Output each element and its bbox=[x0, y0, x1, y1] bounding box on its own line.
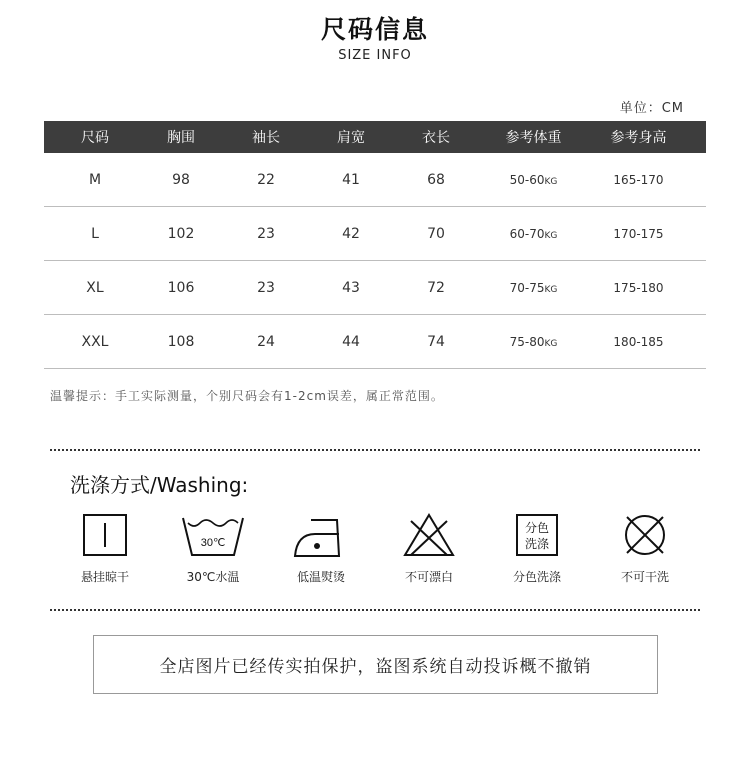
cell-length: 74 bbox=[427, 333, 445, 350]
cell-length: 70 bbox=[427, 225, 445, 242]
cell-chest: 102 bbox=[167, 225, 195, 242]
dotted-divider bbox=[50, 609, 700, 611]
weight-value: 60-70 bbox=[509, 226, 545, 241]
header-chest: 胸围 bbox=[167, 130, 195, 146]
cell-sleeve: 24 bbox=[257, 333, 275, 350]
cell-shoulder: 41 bbox=[342, 171, 360, 188]
cell-height: 175-180 bbox=[613, 280, 664, 295]
header-length: 衣长 bbox=[422, 130, 450, 146]
care-label: 悬挂晾干 bbox=[80, 570, 129, 584]
header-sleeve: 袖长 bbox=[252, 130, 280, 146]
care-item bbox=[600, 512, 690, 585]
cell-size: M bbox=[88, 171, 102, 188]
page-title: 尺码信息 bbox=[320, 15, 429, 44]
cell-size: XXL bbox=[81, 333, 109, 350]
care-label: 不可漂白 bbox=[404, 570, 453, 584]
cell-height: 170-175 bbox=[613, 226, 664, 241]
cell-length: 72 bbox=[427, 279, 445, 296]
header-weight: 参考体重 bbox=[505, 130, 562, 146]
header-size: 尺码 bbox=[81, 130, 109, 146]
table-row bbox=[44, 315, 706, 369]
care-label: 不可干洗 bbox=[620, 570, 669, 584]
care-item bbox=[60, 512, 150, 585]
wash-30-icon bbox=[180, 512, 246, 558]
size-table bbox=[44, 121, 706, 369]
cell-chest: 106 bbox=[167, 279, 195, 296]
care-label: 30℃水温 bbox=[186, 570, 240, 584]
cell-shoulder: 43 bbox=[342, 279, 360, 296]
cell-height: 165-170 bbox=[613, 172, 664, 187]
no-dry-clean-icon bbox=[621, 512, 669, 558]
care-item bbox=[276, 512, 366, 585]
wash-temperature: 30℃ bbox=[200, 537, 226, 549]
care-item bbox=[384, 512, 474, 585]
weight-value: 75-80 bbox=[509, 334, 545, 349]
measurement-tip: 温馨提示：手工实际测量，个别尺码会有1-2cm误差，属正常范围。 bbox=[50, 389, 444, 403]
care-label: 低温熨烫 bbox=[296, 570, 345, 584]
table-row bbox=[44, 207, 706, 261]
weight-value: 50-60 bbox=[509, 172, 545, 187]
cell-weight bbox=[486, 281, 581, 295]
care-item bbox=[492, 512, 582, 585]
cell-size: L bbox=[91, 225, 99, 242]
weight-unit: KG bbox=[544, 338, 558, 349]
table-row bbox=[44, 153, 706, 207]
table-row bbox=[44, 261, 706, 315]
washing-heading: 洗涤方式/Washing: bbox=[70, 473, 249, 497]
cell-chest: 98 bbox=[172, 171, 190, 188]
weight-value: 70-75 bbox=[509, 280, 545, 295]
copyright-notice: 全店图片已经传实拍保护，盗图系统自动投诉概不撤销 bbox=[93, 635, 658, 694]
weight-unit: KG bbox=[544, 230, 558, 241]
icon-text-2: 洗涤 bbox=[524, 537, 550, 551]
table-header bbox=[44, 121, 706, 153]
cell-sleeve: 22 bbox=[257, 171, 275, 188]
weight-unit: KG bbox=[544, 284, 558, 295]
icon-text-1: 分色 bbox=[524, 521, 550, 535]
hang-dry-icon bbox=[81, 512, 129, 558]
header-shoulder: 肩宽 bbox=[337, 130, 365, 146]
cell-height: 180-185 bbox=[613, 334, 664, 349]
cell-sleeve: 23 bbox=[257, 225, 275, 242]
weight-unit: KG bbox=[544, 176, 558, 187]
iron-low-icon bbox=[293, 512, 349, 558]
cell-shoulder: 44 bbox=[342, 333, 360, 350]
cell-length: 68 bbox=[427, 171, 445, 188]
dotted-divider bbox=[50, 449, 700, 451]
cell-weight bbox=[486, 173, 581, 187]
cell-chest: 108 bbox=[167, 333, 195, 350]
care-item bbox=[168, 512, 258, 585]
cell-weight bbox=[486, 227, 581, 241]
care-label: 分色洗涤 bbox=[512, 570, 561, 584]
washing-icons bbox=[60, 512, 700, 592]
cell-shoulder: 42 bbox=[342, 225, 360, 242]
cell-size: XL bbox=[86, 279, 104, 296]
cell-sleeve: 23 bbox=[257, 279, 275, 296]
page-subtitle: SIZE INFO bbox=[338, 48, 412, 63]
cell-weight bbox=[486, 335, 581, 349]
wash-separately-icon bbox=[513, 512, 561, 558]
no-bleach-icon bbox=[402, 512, 456, 558]
unit-label: 单位：CM bbox=[619, 101, 684, 116]
header-height: 参考身高 bbox=[610, 130, 667, 146]
